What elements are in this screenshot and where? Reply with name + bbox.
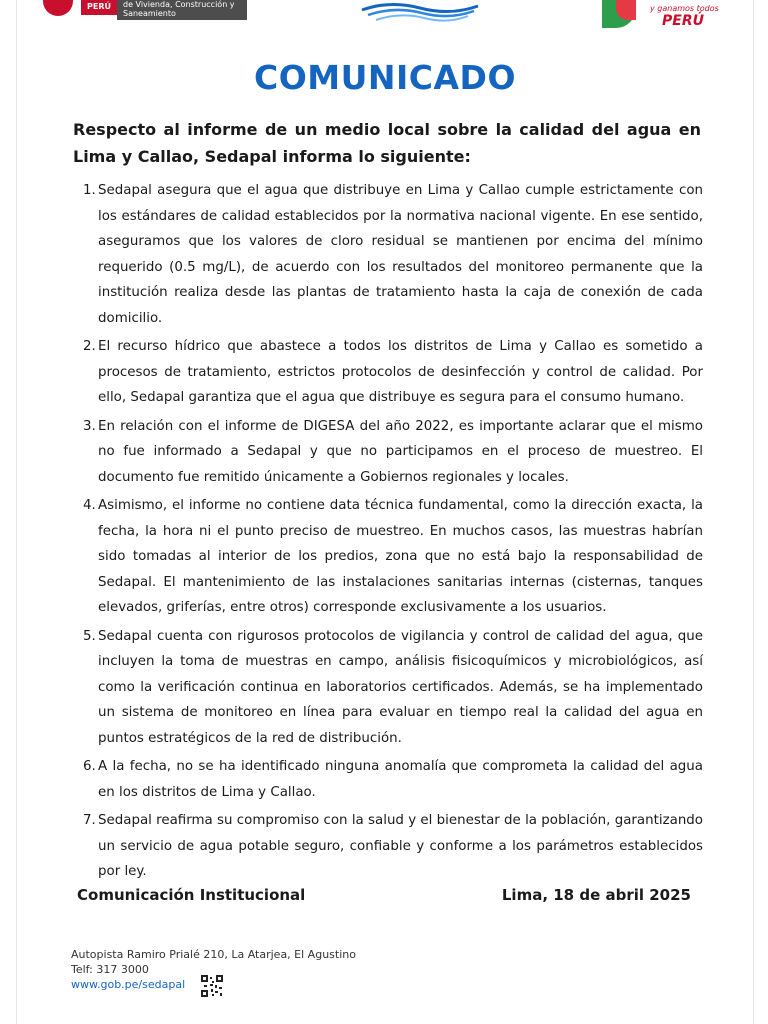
footer-address: Autopista Ramiro Prialé 210, La Atarjea, El Agustino: [71, 948, 356, 961]
item-text: Asimismo, el informe no contiene data técnica fundamental, como la dirección exacta, la fecha, la hora ni el punto preciso de muestreo. En muchos casos, las muestras habrían sido tomadas al interior de los predios, zona que no está bajo la responsabilidad de Sedapal. El mantenimiento de las instalaciones sanitarias internas (cisternas, tanques elevados, griferías, entre otros) corresponde exclusivamente a los usuarios.: [98, 498, 703, 615]
peru-label: PERÚ: [81, 0, 117, 15]
item-number: 7.: [83, 813, 96, 828]
item-number: 5.: [83, 628, 96, 644]
qr-code-icon: [201, 975, 223, 997]
water-wave-icon: [360, 0, 480, 22]
item-text: El recurso hídrico que abastece a todos los distritos de Lima y Callao es sometido a procesos de tratamiento, estrictos protocolos de desinfección y control de calidad. Por ello, Sedapal garantiza que el agua que distribuye es segura para el consumo humano.: [98, 339, 703, 405]
item-number: 1.: [83, 183, 96, 198]
bicentenario-logo: [602, 0, 727, 34]
statement-list: [83, 178, 703, 885]
page-title: COMUNICADO: [253, 58, 516, 97]
list-item: [83, 493, 703, 621]
item-text: Sedapal reafirma su compromiso con la salud y el bienestar de la población, garantizando un servicio de agua potable seguro, confiable y conforme a los parámetros establecidos por ley.: [98, 813, 703, 879]
item-text: Sedapal cuenta con rigurosos protocolos de vigilancia y control de calidad del agua, que incluyen la toma de muestras en campo, análisis fisicoquímicos y microbiológicos, así como la verificación continua en laboratorios certificados. Además, se ha implementado un sistema de monitoreo en línea para evaluar en tiempo real la calidad del agua en puntos estratégicos de la red de distribución.: [98, 628, 703, 746]
list-item: [83, 334, 703, 411]
footer-phone: Telf: 317 3000: [71, 963, 149, 976]
list-item: [83, 754, 703, 805]
list-item: [83, 178, 703, 331]
item-text: En relación con el informe de DIGESA del año 2022, es importante aclarar que el mismo no fue informado a Sedapal y que no participamos en el proceso de muestreo. El documento fue remitido únicamente a Gobiernos regionales y locales.: [98, 418, 703, 485]
item-number: 2.: [83, 339, 96, 354]
sedapal-logo: [360, 0, 480, 26]
intro-paragraph: Respecto al informe de un medio local sobre la calidad del agua en Lima y Callao, Sedapal informa lo siguiente:: [73, 120, 701, 166]
footer-website-link[interactable]: www.gob.pe/sedapal: [71, 978, 186, 991]
document-page: [16, 0, 754, 1024]
bicentenario-peru: PERÚ: [662, 13, 704, 29]
ministry-name: de Vivienda, Construcción y Saneamiento: [117, 0, 247, 20]
bicentenario-slogan: y ganamos todos: [650, 4, 719, 13]
signature-department: Comunicación Institucional: [77, 886, 306, 904]
item-number: 3.: [83, 418, 96, 434]
signature-date: Lima, 18 de abril 2025: [501, 886, 691, 904]
item-text: A la fecha, no se ha identificado ninguna anomalía que comprometa la calidad del agua en los distritos de Lima y Callao.: [98, 759, 703, 800]
list-item: [83, 624, 703, 752]
item-number: 4.: [83, 498, 96, 513]
list-item: [83, 808, 703, 885]
item-number: 6.: [83, 759, 96, 774]
peru-shield-icon: [43, 0, 73, 16]
ministry-logo: [43, 0, 247, 22]
list-item: [83, 414, 703, 491]
item-text: Sedapal asegura que el agua que distribuye en Lima y Callao cumple estrictamente con los estándares de calidad establecidos por la normativa nacional vigente. En ese sentido, aseguramos que los valores de cloro residual se mantienen por encima del mínimo requerido (0.5 mg/L), de acuerdo con los resultados del monitoreo permanente que la institución realiza desde las plantas de tratamiento hasta la caja de conexión de cada domicilio.: [98, 183, 703, 326]
